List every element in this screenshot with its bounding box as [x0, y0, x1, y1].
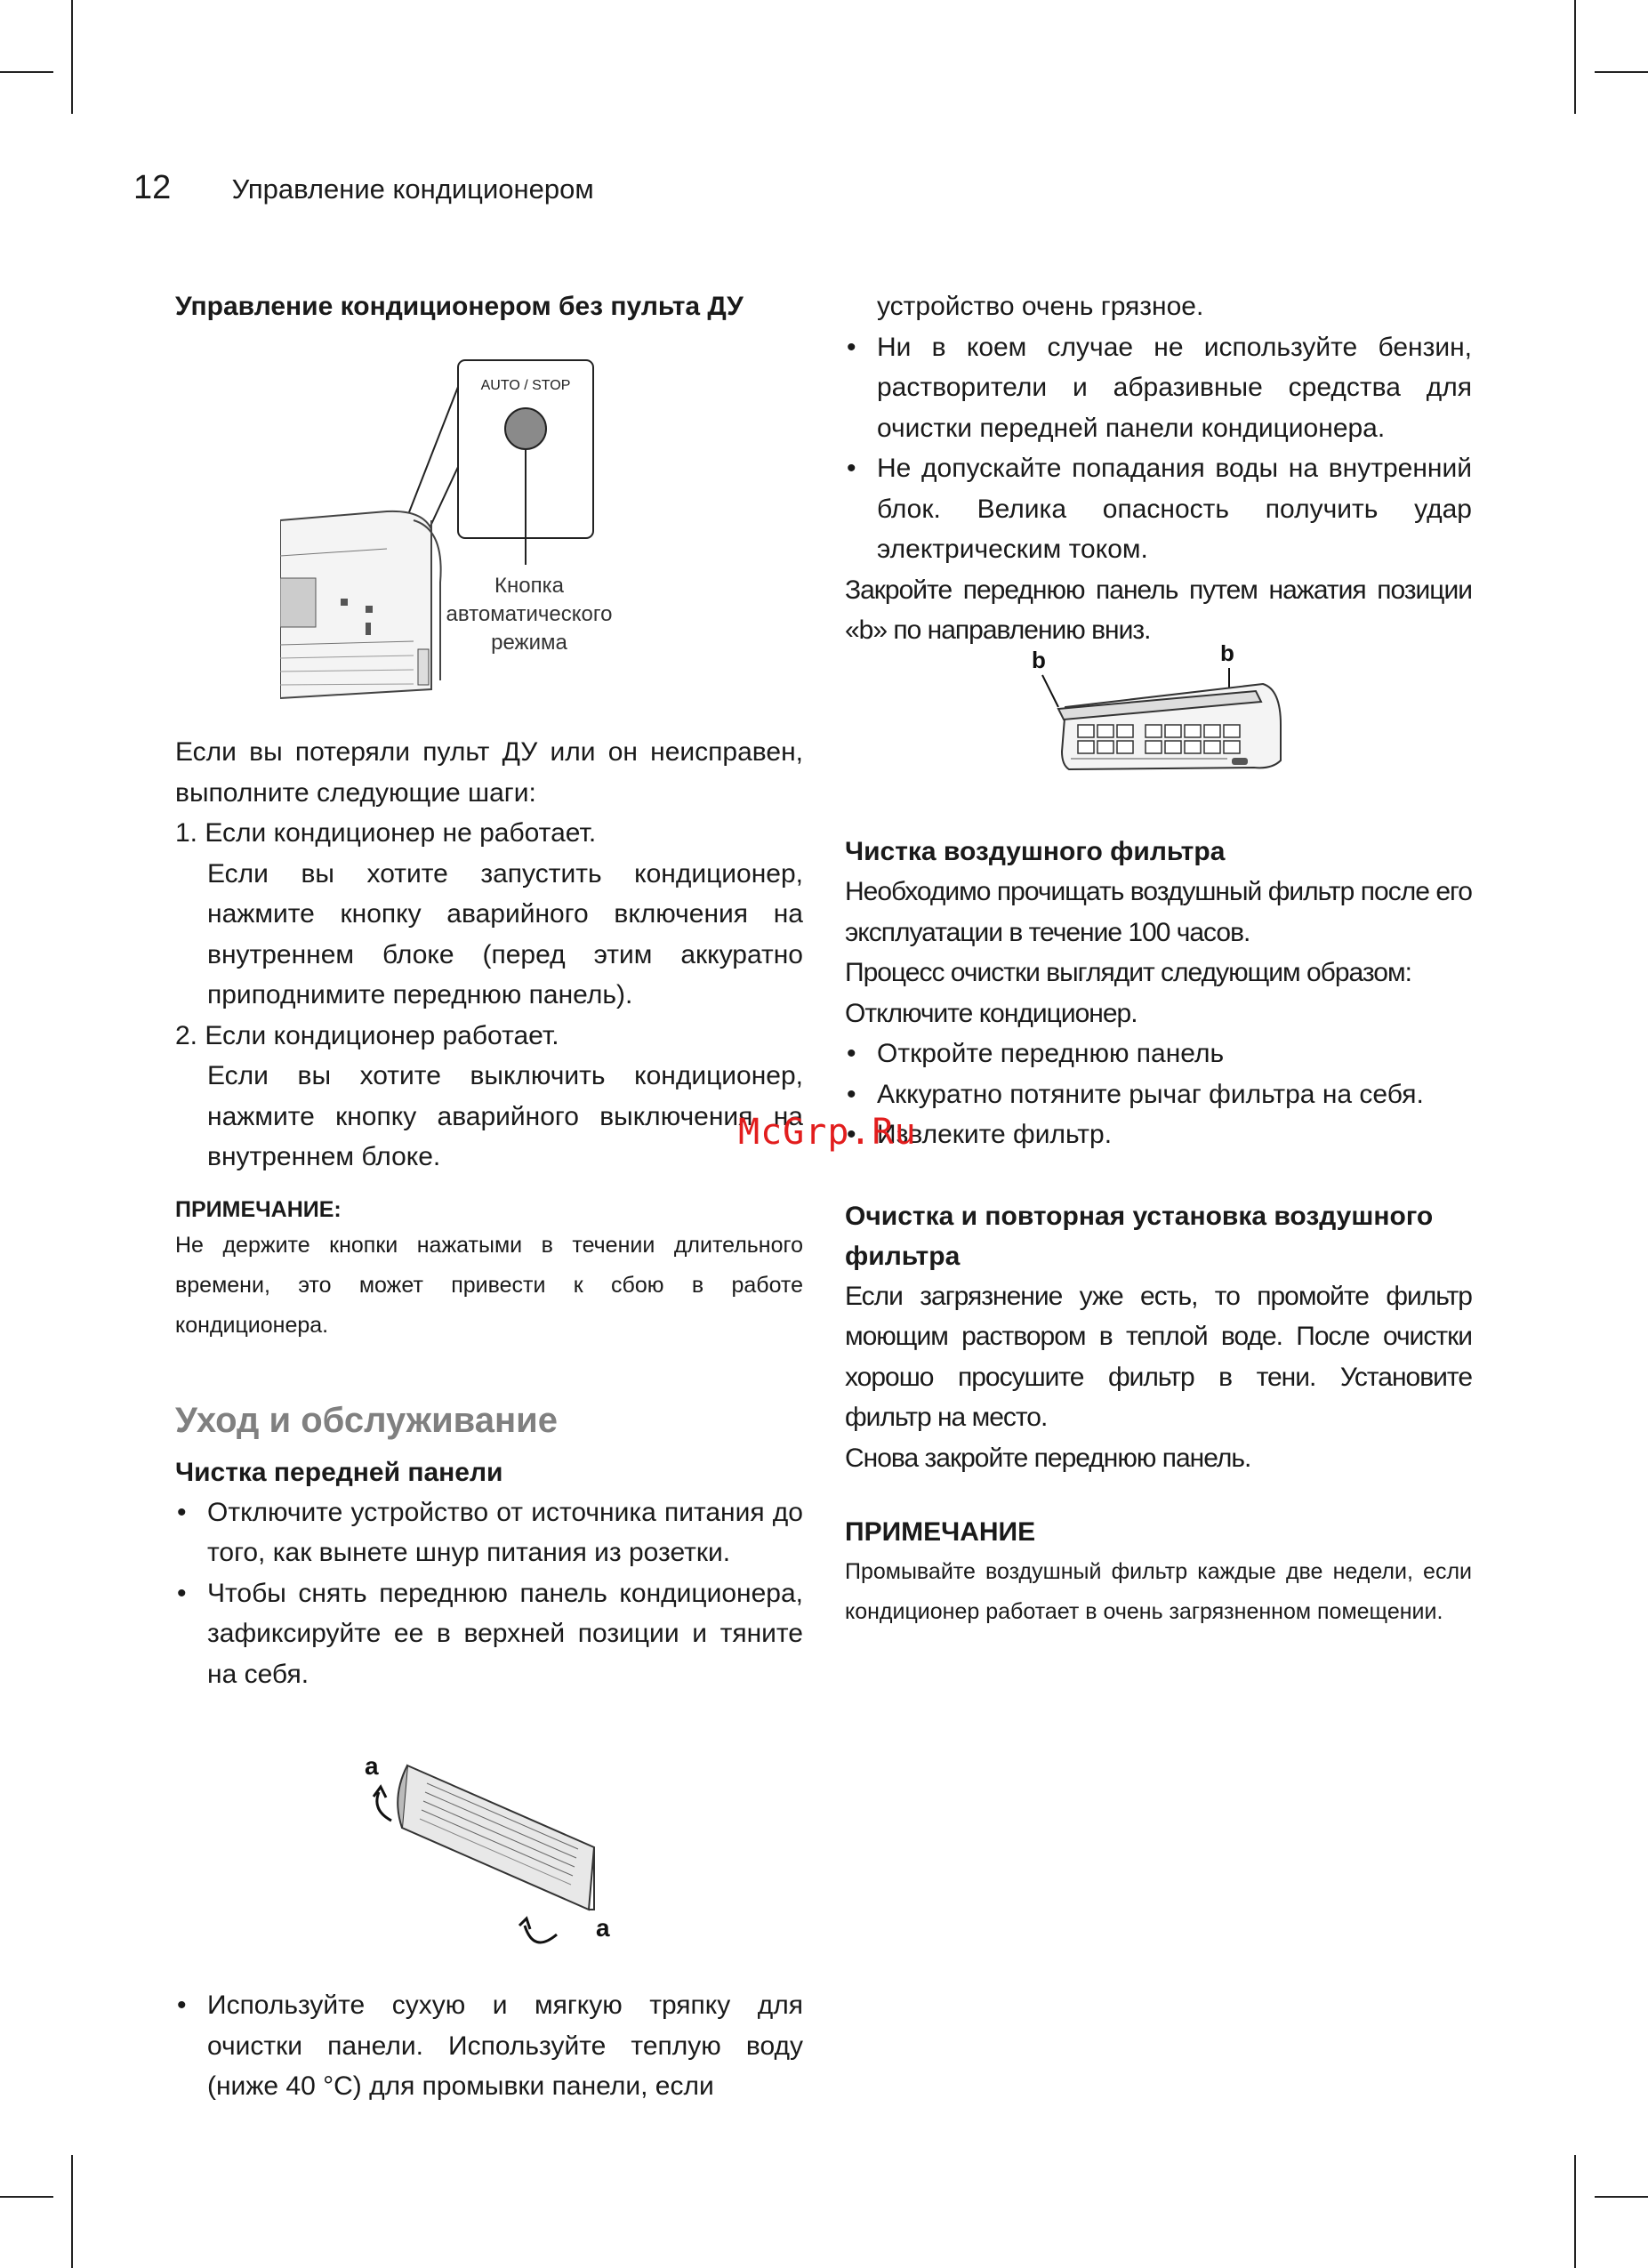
caption-line-3: режима [491, 631, 567, 655]
left-column-main [175, 732, 803, 1694]
left-column-bottom [175, 1985, 803, 2107]
note-title-right: ПРИМЕЧАНИЕ [845, 1517, 1036, 1547]
running-title: Управление кондиционером [231, 173, 594, 205]
caption-line-1: Кнопка [494, 574, 564, 598]
note-text: Не держите кнопки нажатыми в течении длительного времени, это может привести к сбою в работе кондиционера. [175, 1232, 803, 1338]
heading-front-panel: Чистка передней панели [175, 1457, 503, 1487]
heading-filter: Чистка воздушного фильтра [845, 837, 1226, 866]
crop-mark [71, 2155, 73, 2268]
heading-no-remote: Управление кондиционером без пульта ДУ [175, 292, 744, 321]
reinstall-text: Если загрязнение уже есть, то промойте фильтр моющим раствором в теплой воде. После очистки хорошо просушите фильтр в тени. Установите фильтр на место. [845, 1281, 1472, 1432]
list-item: • Используйте сухую и мягкую тряпку для очистки панели. Используйте теплую воду (ниже 40 °C) для промывки панели, если [175, 1985, 803, 2107]
page-header [133, 169, 594, 207]
panel-close-figure [1023, 645, 1298, 778]
filter-text-1: Необходимо прочищать воздушный фильтр после его эксплуатации в течение 100 часов. [845, 877, 1472, 947]
label-a-bottom: a [596, 1914, 610, 1942]
label-a-top: a [365, 1752, 379, 1780]
crop-mark [1595, 71, 1648, 73]
step2-title: 2. Если кондиционер работает. [175, 1020, 559, 1050]
close-panel-text: Закройте переднюю панель путем нажатия позиции «b» по направлению вниз. [845, 575, 1472, 645]
list-item: • Чтобы снять переднюю панель кондиционера, зафиксируйте ее в верхней позиции и тяните на себя. [175, 1573, 803, 1695]
filter-bullets [845, 1033, 1472, 1155]
crop-mark [0, 2196, 53, 2198]
crop-mark [71, 0, 73, 114]
filter-text-3: Отключите кондиционер. [845, 998, 1138, 1028]
crop-mark [1574, 0, 1576, 114]
step1-text: Если вы хотите запустить кондиционер, нажмите кнопку аварийного включения на внутреннем блоке (перед этим аккуратно приподнимите переднюю панель). [207, 858, 803, 1009]
heading-reinstall: Очистка и повторная установка воздушного фильтра [845, 1201, 1434, 1271]
filter-text-2: Процесс очистки выглядит следующим образом: [845, 958, 1411, 987]
list-item: • Аккуратно потяните рычаг фильтра на себя. [845, 1074, 1472, 1115]
right-column-top [845, 286, 1472, 651]
caption-line-2: автоматического [446, 602, 613, 626]
crop-mark [0, 71, 53, 73]
list-item: • Извлеките фильтр. [845, 1114, 1472, 1155]
label-b-left: b [1032, 647, 1046, 673]
list-item: • Откройте переднюю панель [845, 1033, 1472, 1074]
list-item: • Отключите устройство от источника питания до того, как вынете шнур питания из розетки. [175, 1492, 803, 1573]
intro-text: Если вы потеряли пульт ДУ или он неисправен, выполните следующие шаги: [175, 737, 803, 808]
crop-mark [1595, 2196, 1648, 2198]
page-number: 12 [133, 169, 172, 206]
right-column-main [845, 832, 1472, 1632]
label-b-right: b [1220, 645, 1234, 666]
crop-mark [1574, 2155, 1576, 2268]
auto-stop-label: AUTO / STOP [480, 378, 571, 393]
note-text-right: Промывайте воздушный фильтр каждые две недели, если кондиционер работает в очень загрязненном помещении. [845, 1559, 1472, 1624]
step2-text: Если вы хотите выключить кондиционер, нажмите кнопку аварийного выключения на внутреннем блоке. [207, 1061, 803, 1171]
panel-removal-figure [356, 1748, 640, 1961]
list-item: • Не допускайте попадания воды на внутренний блок. Велика опасность получить удар электрическим током. [845, 448, 1472, 570]
front-panel-bullets [175, 1492, 803, 1695]
step1-title: 1. Если кондиционер не работает. [175, 818, 597, 848]
auto-stop-figure [280, 351, 654, 707]
left-column-top [175, 286, 803, 326]
reinstall-close: Снова закройте переднюю панель. [845, 1443, 1251, 1473]
watermark: McGrp.Ru [738, 1112, 917, 1153]
note-title: ПРИМЕЧАНИЕ: [175, 1196, 342, 1222]
warning-bullets [845, 327, 1472, 570]
list-item: • Ни в коем случае не используйте бензин, растворители и абразивные средства для очистки передней панели кондиционера. [845, 327, 1472, 449]
continuation-text: устройство очень грязное. [877, 292, 1204, 321]
section-care: Уход и обслуживание [175, 1400, 558, 1440]
